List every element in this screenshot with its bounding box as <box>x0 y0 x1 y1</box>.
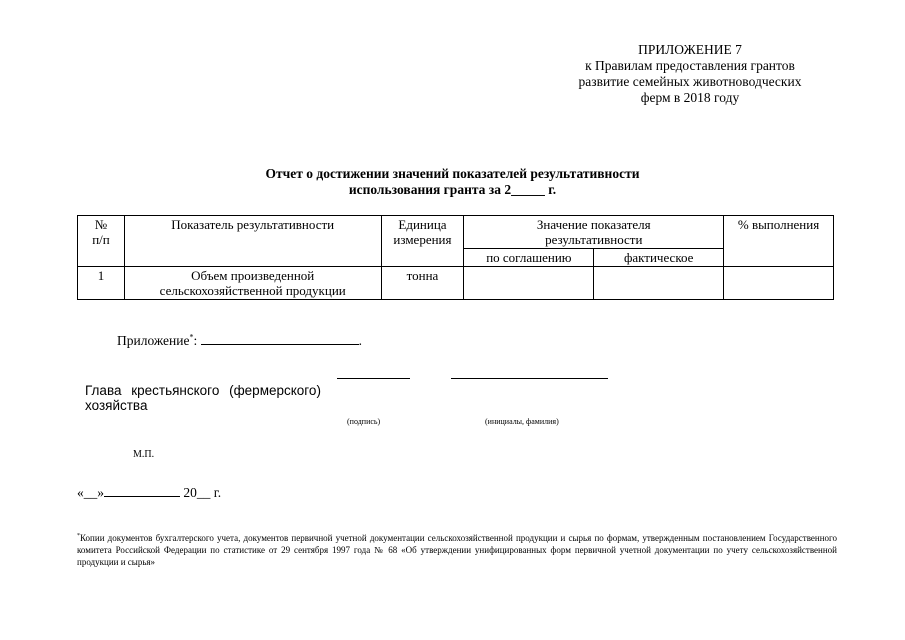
table-row <box>78 267 834 300</box>
name-caption: (инициалы, фамилия) <box>485 417 559 426</box>
appendix-line-3: развитие семейных животноводческих <box>578 74 802 89</box>
footnote <box>77 530 837 568</box>
header-unit: Единица измерения <box>381 216 464 267</box>
signature-caption: (подпись) <box>347 417 381 426</box>
header-value: Значение показателя результативности <box>464 216 724 249</box>
cell-unit: тонна <box>381 267 464 300</box>
header-num: № п/п <box>78 216 125 267</box>
header-percent: % выполнения <box>724 216 834 267</box>
report-title <box>200 166 705 198</box>
cell-num: 1 <box>78 267 125 300</box>
cell-percent <box>724 267 834 300</box>
signature-line <box>337 378 410 379</box>
name-line <box>451 378 608 379</box>
appendix-line-2: к Правилам предоставления грантов <box>585 58 795 73</box>
stamp-place: М.П. <box>133 449 155 460</box>
attachment-blank <box>201 331 359 345</box>
cell-agreement <box>464 267 594 300</box>
attachment-colon: : <box>193 333 198 348</box>
indicators-table <box>77 215 834 300</box>
date-day: «__» <box>77 485 104 500</box>
farm-head-label <box>85 383 321 413</box>
cell-actual <box>594 267 724 300</box>
attachment-end: . <box>358 333 362 348</box>
attachment-mark: * <box>189 332 194 342</box>
date-year: 20__ г. <box>183 485 222 500</box>
header-actual: фактическое <box>594 249 724 267</box>
cell-indicator: Объем произведенной сельскохозяйственной продукции <box>124 267 381 300</box>
farm-head-line-2: хозяйства <box>85 398 148 413</box>
header-agreement: по соглашению <box>464 249 594 267</box>
appendix-block <box>540 42 840 106</box>
header-indicator: Показатель результативности <box>124 216 381 267</box>
report-title-line-2: использования гранта за 2_____ г. <box>348 182 557 197</box>
attachment-line <box>117 331 362 349</box>
report-title-line-1: Отчет о достижении значений показателей результативности <box>265 166 640 181</box>
date-line <box>77 483 221 501</box>
table-header-row <box>78 216 834 249</box>
footnote-mark: * <box>77 533 80 539</box>
date-month-blank <box>104 483 180 497</box>
attachment-label: Приложение <box>117 333 190 348</box>
farm-head-line-1: Глава крестьянского (фермерского) <box>85 383 321 398</box>
footnote-text: Копии документов бухгалтерского учета, документов первичной учетной документации сельскохозяйственной продукции и сырья по формам, утвержденным постановлением Государственного комитета Российской Федерации по статистике от 29 сентября 1997 года № 68 «Об утверждении унифицированных форм первичной учетной документации по учету сельскохозяйственной продукции и сырья» <box>77 533 837 567</box>
appendix-title: ПРИЛОЖЕНИЕ 7 <box>638 42 742 57</box>
appendix-line-4: ферм в 2018 году <box>640 90 740 105</box>
